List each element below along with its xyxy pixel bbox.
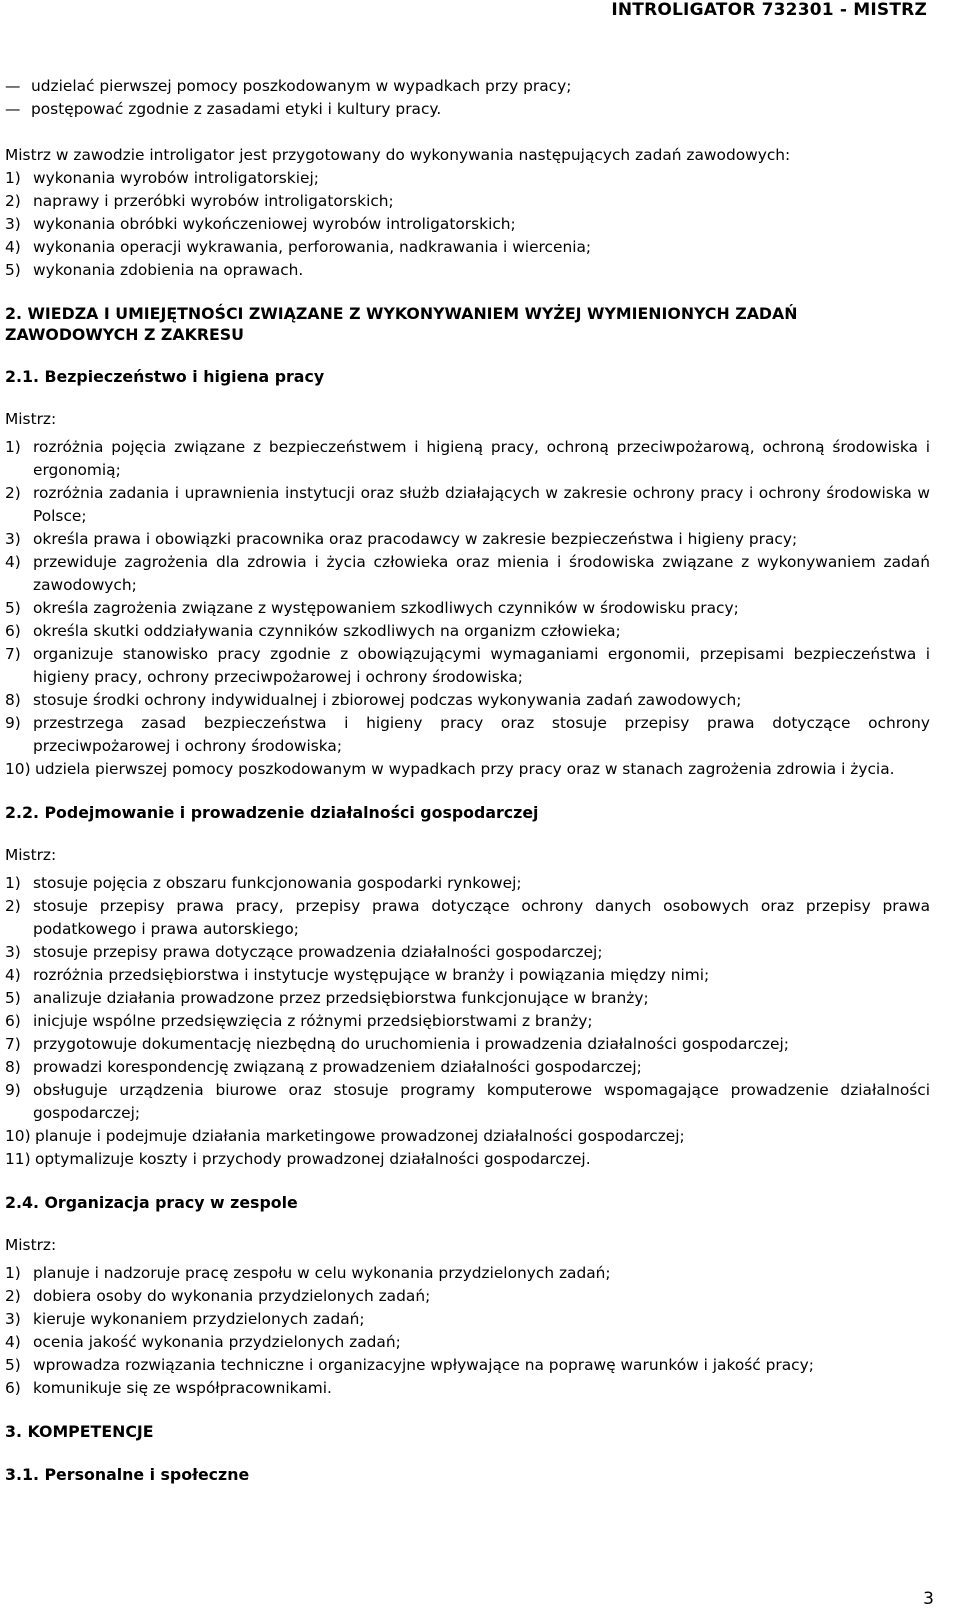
- list-item-number: 5): [5, 1356, 21, 1374]
- list-item-number: 9): [5, 1081, 21, 1099]
- list-item-number: 5): [5, 599, 21, 617]
- list-item-text: planuje i nadzoruje pracę zespołu w celu wykonania przydzielonych zadań;: [33, 1264, 611, 1282]
- list-item-text: rozróżnia zadania i uprawnienia instytucji oraz służb działających w zakresie ochrony pracy i ochrony środowiska w Polsce;: [33, 484, 930, 525]
- list-item-text: udzielać pierwszej pomocy poszkodowanym w wypadkach przy pracy;: [31, 77, 572, 95]
- list-item-number: 2): [5, 484, 21, 502]
- list-item: [5, 597, 930, 620]
- list-item-text: przestrzega zasad bezpieczeństwa i higieny pracy oraz stosuje przepisy prawa dotyczące ochrony przeciwpożarowej i ochrony środowiska;: [33, 714, 930, 755]
- list-item: [5, 758, 930, 781]
- intro-paragraph: Mistrz w zawodzie introligator jest przygotowany do wykonywania następujących zadań zawodowych:: [5, 146, 791, 164]
- list-item: [5, 98, 930, 121]
- section-2-2-label: Mistrz:: [5, 846, 57, 864]
- list-item: [5, 895, 930, 941]
- list-item-text: obsługuje urządzenia biurowe oraz stosuje programy komputerowe wspomagające prowadzenie działalności gospodarczej;: [33, 1081, 930, 1122]
- list-item: [5, 236, 930, 259]
- dash-bullet: —: [5, 100, 21, 118]
- list-item: [5, 941, 930, 964]
- list-item-text: wprowadza rozwiązania techniczne i organizacyjne wpływające na poprawę warunków i jakość pracy;: [33, 1356, 814, 1374]
- intro-task-list: [5, 167, 930, 282]
- list-item: [5, 190, 930, 213]
- list-item-number: 4): [5, 238, 21, 256]
- section-2-1-heading: 2.1. Bezpieczeństwo i higiena pracy: [5, 367, 325, 386]
- list-item-text: ocenia jakość wykonania przydzielonych zadań;: [33, 1333, 401, 1351]
- list-item-number: 6): [5, 1012, 21, 1030]
- section-3-1-heading: 3.1. Personalne i społeczne: [5, 1465, 250, 1484]
- list-item-number: 1): [5, 438, 21, 456]
- document-body: [5, 75, 930, 1486]
- list-item: [5, 1148, 930, 1171]
- list-item-number: 3): [5, 530, 21, 548]
- list-item: [5, 551, 930, 597]
- page-header-title: INTROLIGATOR 732301 - MISTRZ: [611, 0, 927, 20]
- section-2-4-label: Mistrz:: [5, 1236, 57, 1254]
- list-item-text: stosuje przepisy prawa pracy, przepisy prawa dotyczące ochrony danych osobowych oraz przepisy prawa podatkowego i prawa autorskiego;: [33, 897, 930, 938]
- list-item: [5, 1262, 930, 1285]
- list-item-text: przygotowuje dokumentację niezbędną do uruchomienia i prowadzenia działalności gospodarczej;: [33, 1035, 789, 1053]
- list-item-text: przewiduje zagrożenia dla zdrowia i życia człowieka oraz mienia i środowiska związane z wykonywaniem zadań zawodowych;: [33, 553, 930, 594]
- page-number: 3: [923, 1589, 934, 1609]
- section-2-4-heading: 2.4. Organizacja pracy w zespole: [5, 1193, 298, 1212]
- list-item-number: 8): [5, 691, 21, 709]
- list-item-number: 10): [5, 760, 31, 778]
- list-item-text: prowadzi korespondencję związaną z prowadzeniem działalności gospodarczej;: [33, 1058, 642, 1076]
- list-item-text: kieruje wykonaniem przydzielonych zadań;: [33, 1310, 365, 1328]
- list-item-number: 10): [5, 1127, 31, 1145]
- list-item-number: 7): [5, 1035, 21, 1053]
- list-item-text: rozróżnia przedsiębiorstwa i instytucje występujące w branży i powiązania między nimi;: [33, 966, 710, 984]
- list-item-number: 3): [5, 943, 21, 961]
- list-item-text: organizuje stanowisko pracy zgodnie z obowiązującymi wymaganiami ergonomii, przepisami bezpieczeństwa i higieny pracy, ochrony przeciwpożarowej i ochrony środowiska;: [33, 645, 930, 686]
- list-item: [5, 643, 930, 689]
- list-item: [5, 482, 930, 528]
- list-item: [5, 712, 930, 758]
- list-item-text: planuje i podejmuje działania marketingowe prowadzonej działalności gospodarczej;: [35, 1127, 685, 1145]
- list-item: [5, 1331, 930, 1354]
- list-item-text: komunikuje się ze współpracownikami.: [33, 1379, 332, 1397]
- list-item-number: 9): [5, 714, 21, 732]
- list-item-number: 4): [5, 966, 21, 984]
- list-item-text: rozróżnia pojęcia związane z bezpieczeństwem i higieną pracy, ochroną przeciwpożarową, ochroną środowiska i ergonomią;: [33, 438, 930, 479]
- list-item-text: inicjuje wspólne przedsięwzięcia z różnymi przedsiębiorstwami z branży;: [33, 1012, 593, 1030]
- list-item: [5, 1354, 930, 1377]
- list-item-number: 6): [5, 1379, 21, 1397]
- list-item-number: 1): [5, 1264, 21, 1282]
- list-item-text: określa zagrożenia związane z występowaniem szkodliwych czynników w środowisku pracy;: [33, 599, 739, 617]
- section-2-1-label: Mistrz:: [5, 410, 57, 428]
- section-2-heading: 2. WIEDZA I UMIEJĘTNOŚCI ZWIĄZANE Z WYKONYWANIEM WYŻEJ WYMIENIONYCH ZADAŃ ZAWODOWYCH Z ZAKRESU: [5, 304, 798, 344]
- list-item: [5, 1377, 930, 1400]
- list-item-number: 8): [5, 1058, 21, 1076]
- list-item-text: stosuje pojęcia z obszaru funkcjonowania gospodarki rynkowej;: [33, 874, 522, 892]
- section-2-2-heading: 2.2. Podejmowanie i prowadzenie działalności gospodarczej: [5, 803, 539, 822]
- list-item-number: 7): [5, 645, 21, 663]
- section-3-heading: 3. KOMPETENCJE: [5, 1422, 154, 1441]
- list-item: [5, 528, 930, 551]
- list-item-text: dobiera osoby do wykonania przydzielonych zadań;: [33, 1287, 431, 1305]
- list-item: [5, 1033, 930, 1056]
- list-item-number: 2): [5, 897, 21, 915]
- list-item-number: 2): [5, 1287, 21, 1305]
- list-item-number: 2): [5, 192, 21, 210]
- list-item-text: naprawy i przeróbki wyrobów introligatorskich;: [33, 192, 394, 210]
- top-bullet-list: [5, 75, 930, 121]
- list-item: [5, 259, 930, 282]
- section-2-2-list: [5, 872, 930, 1171]
- list-item-text: stosuje przepisy prawa dotyczące prowadzenia działalności gospodarczej;: [33, 943, 603, 961]
- list-item: [5, 620, 930, 643]
- list-item-number: 4): [5, 553, 21, 571]
- list-item-number: 6): [5, 622, 21, 640]
- list-item-number: 1): [5, 874, 21, 892]
- list-item-text: postępować zgodnie z zasadami etyki i kultury pracy.: [31, 100, 442, 118]
- list-item-number: 11): [5, 1150, 31, 1168]
- list-item-text: określa skutki oddziaływania czynników szkodliwych na organizm człowieka;: [33, 622, 621, 640]
- list-item: [5, 689, 930, 712]
- list-item-number: 5): [5, 989, 21, 1007]
- list-item: [5, 1056, 930, 1079]
- list-item-text: stosuje środki ochrony indywidualnej i zbiorowej podczas wykonywania zadań zawodowych;: [33, 691, 742, 709]
- list-item-number: 4): [5, 1333, 21, 1351]
- list-item-text: udziela pierwszej pomocy poszkodowanym w wypadkach przy pracy oraz w stanach zagrożenia zdrowia i życia.: [35, 760, 895, 778]
- list-item: [5, 213, 930, 236]
- list-item: [5, 75, 930, 98]
- list-item-text: wykonania operacji wykrawania, perforowania, nadkrawania i wiercenia;: [33, 238, 592, 256]
- list-item-number: 1): [5, 169, 21, 187]
- list-item: [5, 1285, 930, 1308]
- list-item: [5, 1010, 930, 1033]
- list-item: [5, 436, 930, 482]
- list-item-number: 3): [5, 1310, 21, 1328]
- list-item-text: określa prawa i obowiązki pracownika oraz pracodawcy w zakresie bezpieczeństwa i higieny pracy;: [33, 530, 798, 548]
- list-item: [5, 167, 930, 190]
- list-item: [5, 1308, 930, 1331]
- list-item-number: 5): [5, 261, 21, 279]
- list-item-text: wykonania zdobienia na oprawach.: [33, 261, 304, 279]
- list-item: [5, 872, 930, 895]
- dash-bullet: —: [5, 77, 21, 95]
- list-item-text: wykonania wyrobów introligatorskiej;: [33, 169, 319, 187]
- list-item-number: 3): [5, 215, 21, 233]
- list-item-text: wykonania obróbki wykończeniowej wyrobów introligatorskich;: [33, 215, 516, 233]
- section-2-4-list: [5, 1262, 930, 1400]
- list-item-text: analizuje działania prowadzone przez przedsiębiorstwa funkcjonujące w branży;: [33, 989, 649, 1007]
- list-item: [5, 1125, 930, 1148]
- list-item-text: optymalizuje koszty i przychody prowadzonej działalności gospodarczej.: [35, 1150, 591, 1168]
- list-item: [5, 964, 930, 987]
- list-item: [5, 1079, 930, 1125]
- section-2-1-list: [5, 436, 930, 781]
- list-item: [5, 987, 930, 1010]
